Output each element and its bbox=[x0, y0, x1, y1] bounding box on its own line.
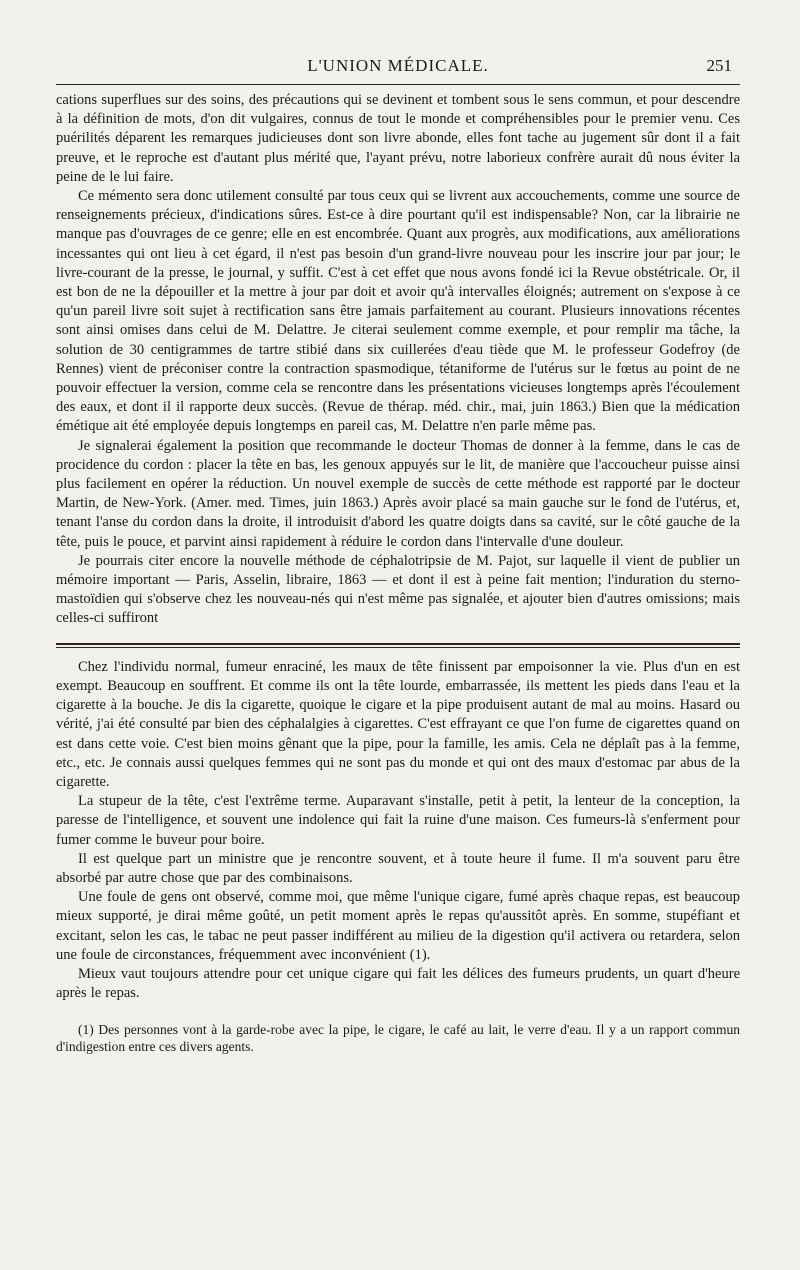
appendix-paragraph-1: Chez l'individu normal, fumeur enraciné, les maux de tête finissent par empoisonner la vie. Plus d'un en est exempt. Beaucoup en souffrent. Et comme ils ont la tête lourde, embarrassée, ils mettent les pieds dans l'eau et la cigarette à la bouche. Je dis la cigarette, quoique le cigare et la pipe produisent autant de mal au moins. Hasard ou vérité, j'ai été consulté par bien des céphalalgies à cigarettes. C'est effrayant ce que l'on fume de cigarettes quand on est dans cette voie. C'est bien moins gênant que la pipe, pour la famille, les amis. Cela ne déplaît pas à la femme, etc., etc. Je connais aussi quelques femmes qui ne sont pas du monde et qui ont des maux d'estomac par abus de la cigarette. bbox=[56, 658, 740, 790]
page bbox=[56, 48, 740, 1055]
appendix-paragraph-3: Il est quelque part un ministre que je rencontre souvent, et à toute heure il fume. Il m'a souvent paru être absorbé par autre chose que par des combinaisons. bbox=[56, 850, 740, 886]
main-paragraph-1: cations superflues sur des soins, des précautions qui se devinent et tombent sous le sens commun, et pour descendre à la définition de mots, d'on dit vulgaires, connus de tout le monde et compréhensibles pour le premier venu. Ces puérilités déparent les remarques judicieuses dont son livre abonde, elles font tache au jugement sûr dont il a fait preuve, et le reproche est d'autant plus mérité que, l'ayant prévu, notre laborieux confrère aurait dû nous éviter la peine de le lui faire. bbox=[56, 92, 740, 185]
main-text bbox=[56, 91, 740, 629]
footnote-text: (1) Des personnes vont à la garde-robe avec la pipe, le cigare, le café au lait, le verre d'eau. Il y a un rapport commun d'indigestion entre ces divers agents. bbox=[56, 1022, 740, 1055]
appendix-paragraph-5: Mieux vaut toujours attendre pour cet unique cigare qui fait les délices des fumeurs prudents, un quart d'heure après le repas. bbox=[56, 965, 740, 1002]
appendix-paragraph-2: La stupeur de la tête, c'est l'extrême terme. Auparavant s'installe, petit à petit, la lenteur de la conception, la paresse de l'intelligence, et souvent une indolence qui fait la ruine d'une maison. Ces fumeurs-là s'enferment pour fumer comme le buveur pour boire. bbox=[56, 793, 740, 848]
appendix-text bbox=[56, 658, 740, 1004]
main-paragraph-4: Je pourrais citer encore la nouvelle méthode de céphalotripsie de M. Pajot, sur laquelle il vient de publier un mémoire important — Paris, Asselin, libraire, 1863 — et dont il est à peine fait mention; l'induration du sterno-mastoïdien qui s'observe chez les nouveau-nés qui n'est même pas signalée, et ajouter bien d'autres omissions; mais celles-ci suffiront bbox=[56, 552, 740, 627]
main-paragraph-2: Ce mémento sera donc utilement consulté par tous ceux qui se livrent aux accouchements, comme une source de renseignements précieux, d'indications sûres. Est-ce à dire pourtant qu'il est indispensable? Non, car la librairie ne manque pas d'ouvrages de ce genre; elle en est encombrée. Quant aux progrès, aux modifications, aux améliorations incessantes qui ont lieu à cet égard, il n'est pas besoin d'un grand-livre nouveau pour les inscrire jour par jour; le livre-courant de la presse, le journal, y suffit. C'est à cet effet que nous avons fondé ici la Revue obstétricale. Or, il est bon de ne la dépouiller et la mettre à jour par doit et avoir qu'à intervalles éloignés; autrement on s'expose à ce qu'un pareil livre soit sujet à rectification sans être jamais parfaitement au courant. Plusieurs innovations récentes sont ainsi omises dans celui de M. Delattre. Je citerai seulement comme exemple, et pour remplir ma tâche, la solution de 30 centigrammes de tartre stibié dans six cuillerées d'eau tiède que M. le professeur Godefroy (de Rennes) vient de préconiser contre la contraction spasmodique, tétaniforme de l'utérus sur le fœtus au point de ne pouvoir effectuer la version, comme cela se rencontre dans les présentations vicieuses longtemps après l'écoulement des eaux, et dont il il rapporte deux succès. (Revue de thérap. méd. chir., mai, juin 1863.) Bien que la médication émétique ait été employée depuis longtemps en pareil cas, M. Delattre n'en parle même pas. bbox=[56, 188, 740, 435]
running-head bbox=[56, 48, 740, 82]
footnote bbox=[56, 1021, 740, 1055]
page-number: 251 bbox=[706, 56, 732, 75]
section-divider bbox=[56, 643, 740, 648]
appendix-paragraph-4: Une foule de gens ont observé, comme moi, que même l'unique cigare, fumé après chaque repas, est beaucoup mieux supporté, je dirai même goûté, un petit moment après le repas qu'aussitôt après. En somme, stupéfiant et excitant, selon les cas, le tabac ne peut passer indifférent au milieu de la digestion qu'il activera ou retardera, selon une foule de circonstances, fréquemment avec inconvénient (1). bbox=[56, 889, 740, 963]
main-paragraph-3: Je signalerai également la position que recommande le docteur Thomas de donner à la femme, dans le cas de procidence du cordon : placer la tête en bas, les genoux appuyés sur le lit, de manière que l'accoucheur puisse ainsi plus facilement en opérer la réduction. Un nouvel exemple de succès de cette méthode est rapporté par le docteur Martin, de New-York. (Amer. med. Times, juin 1863.) Après avoir placé sa main gauche sur le fond de l'utérus, et, tenant l'anse du cordon dans la droite, il introduisit d'abord les quatre doigts dans sa cavité, sur le côté gauche de la tête, puis le pouce, et parvint ainsi rapidement à réduire le cordon dans l'intervalle d'une douleur. bbox=[56, 437, 740, 550]
header-rule bbox=[56, 84, 740, 85]
journal-title: L'UNION MÉDICALE. bbox=[307, 56, 489, 75]
